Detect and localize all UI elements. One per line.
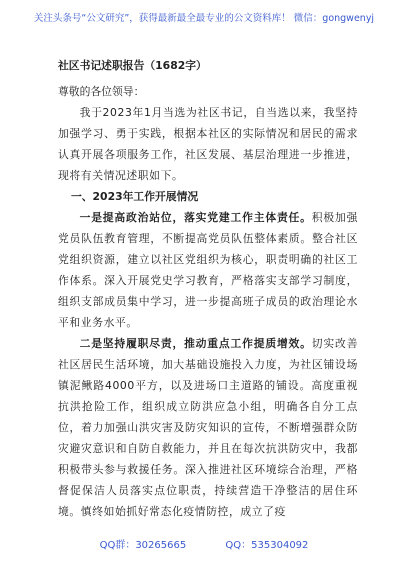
document-body	[58, 55, 358, 522]
intro-paragraph: 我于2023年1月当选为社区书记，自当选以来，我坚持加强学习、勇于实践，根据本社区的实际情况和居民的需求认真开展各项服务工作，社区发展、基层治理进一步推进，现将有关情况述职如下。	[58, 106, 358, 182]
item-one-paragraph	[58, 207, 358, 333]
document-title: 社区书记述职报告（1682字）	[58, 59, 207, 72]
footer-contact	[0, 536, 408, 551]
item-two-body: 切实改善社区居民生活环境，加大基础设施投入力度，为社区铺设场镇泥鳅路4000平方，以及进场口主道路的铺设。高度重视抗洪抢险工作，组织成立防洪应急小组，明确各自分工点位，着力加强山洪灾害及防灾知识的宣传，不断增强群众防灾避灾意识和自防自救能力，并且在每次抗洪防灾中，我都积极带头参与救援任务。深入推进社区环境综合治理，严格督促保洁人员落实点位职责，持续营造干净整洁的居住环境。慎终如始抓好常态化疫情防控，成立了疫	[58, 337, 359, 518]
item-one-body: 积极加强党员队伍教育管理，不断提高党员队伍整体素质。整合社区党组织资源，建立以社区党组织为核心，职责明确的社区工作体系。深入开展党史学习教育，严格落实支部学习制度，组织支部成员集中学习，进一步提高班子成员的政治理论水平和业务水平。	[58, 211, 359, 329]
item-two-lead: 二是坚持履职尽责，推动重点工作提质增效。	[79, 337, 312, 350]
section-heading: 一、2023年工作开展情况	[70, 190, 199, 203]
footer-qq-group: QQ群：30265665	[99, 540, 187, 551]
salutation: 尊敬的各位领导：	[58, 85, 145, 98]
header-promo-note: 关注头条号“公文研究”，获得最新最全最专业的公文资料库！ 微信：gongwenyj	[33, 13, 375, 24]
item-one-lead: 一是提高政治站位，落实党建工作主体责任。	[79, 211, 312, 224]
item-two-paragraph	[58, 333, 358, 522]
footer-qq: QQ：535304092	[225, 540, 309, 551]
